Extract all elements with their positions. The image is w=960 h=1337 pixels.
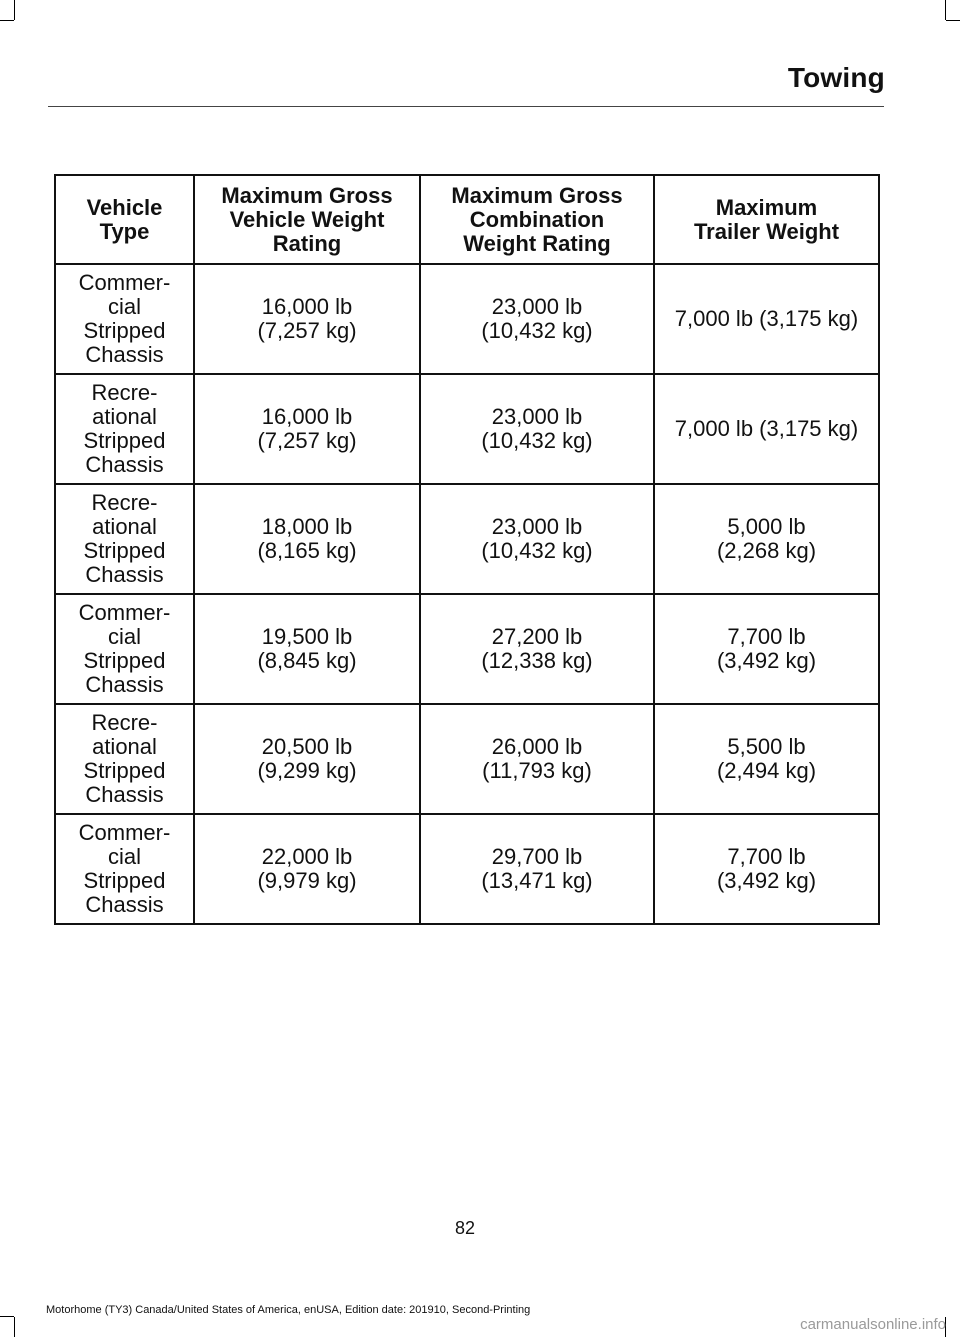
vehicle-type-cell: Recre- ational Stripped Chassis [55,704,194,814]
gcwr-cell: 23,000 lb (10,432 kg) [420,374,654,484]
table-row [55,374,879,484]
vehicle-type-cell: Recre- ational Stripped Chassis [55,374,194,484]
towing-weight-table [54,174,880,925]
crop-mark-top-left-h [0,20,14,21]
table-row [55,704,879,814]
gcwr-cell: 27,200 lb (12,338 kg) [420,594,654,704]
crop-mark-top-left-v [14,0,15,20]
page-title: Towing [787,62,885,93]
trailer-weight-cell: 7,700 lb (3,492 kg) [654,594,879,704]
gvwr-cell: 19,500 lb (8,845 kg) [194,594,420,704]
crop-mark-bottom-left-v [14,1317,15,1337]
crop-mark-top-right-v [945,0,946,20]
header-gcwr: Maximum Gross Combination Weight Rating [420,175,654,264]
header-vehicle-type: Vehicle Type [55,175,194,264]
gvwr-cell: 16,000 lb (7,257 kg) [194,374,420,484]
vehicle-type-cell: Commer- cial Stripped Chassis [55,594,194,704]
gcwr-cell: 23,000 lb (10,432 kg) [420,484,654,594]
gvwr-cell: 16,000 lb (7,257 kg) [194,264,420,374]
vehicle-type-cell: Recre- ational Stripped Chassis [55,484,194,594]
gvwr-cell: 22,000 lb (9,979 kg) [194,814,420,924]
gvwr-cell: 18,000 lb (8,165 kg) [194,484,420,594]
crop-mark-bottom-left-h [0,1316,14,1317]
title-divider [48,106,884,107]
trailer-weight-cell: 5,000 lb (2,268 kg) [654,484,879,594]
watermark: carmanualsonline.info [800,1316,946,1333]
footer-edition-info: Motorhome (TY3) Canada/United States of America, enUSA, Edition date: 201910, Second-Printing [46,1304,531,1316]
gcwr-cell: 29,700 lb (13,471 kg) [420,814,654,924]
gcwr-cell: 23,000 lb (10,432 kg) [420,264,654,374]
table-row [55,594,879,704]
gvwr-cell: 20,500 lb (9,299 kg) [194,704,420,814]
trailer-weight-cell: 7,000 lb (3,175 kg) [654,374,879,484]
gcwr-cell: 26,000 lb (11,793 kg) [420,704,654,814]
table-row [55,264,879,374]
table-header-row [55,175,879,264]
vehicle-type-cell: Commer- cial Stripped Chassis [55,264,194,374]
page-number: 82 [454,1218,476,1238]
trailer-weight-cell: 7,700 lb (3,492 kg) [654,814,879,924]
trailer-weight-cell: 7,000 lb (3,175 kg) [654,264,879,374]
table-row [55,484,879,594]
header-gvwr: Maximum Gross Vehicle Weight Rating [194,175,420,264]
vehicle-type-cell: Commer- cial Stripped Chassis [55,814,194,924]
trailer-weight-cell: 5,500 lb (2,494 kg) [654,704,879,814]
crop-mark-top-right-h [946,20,960,21]
table-row [55,814,879,924]
header-max-trailer-weight: Maximum Trailer Weight [654,175,879,264]
